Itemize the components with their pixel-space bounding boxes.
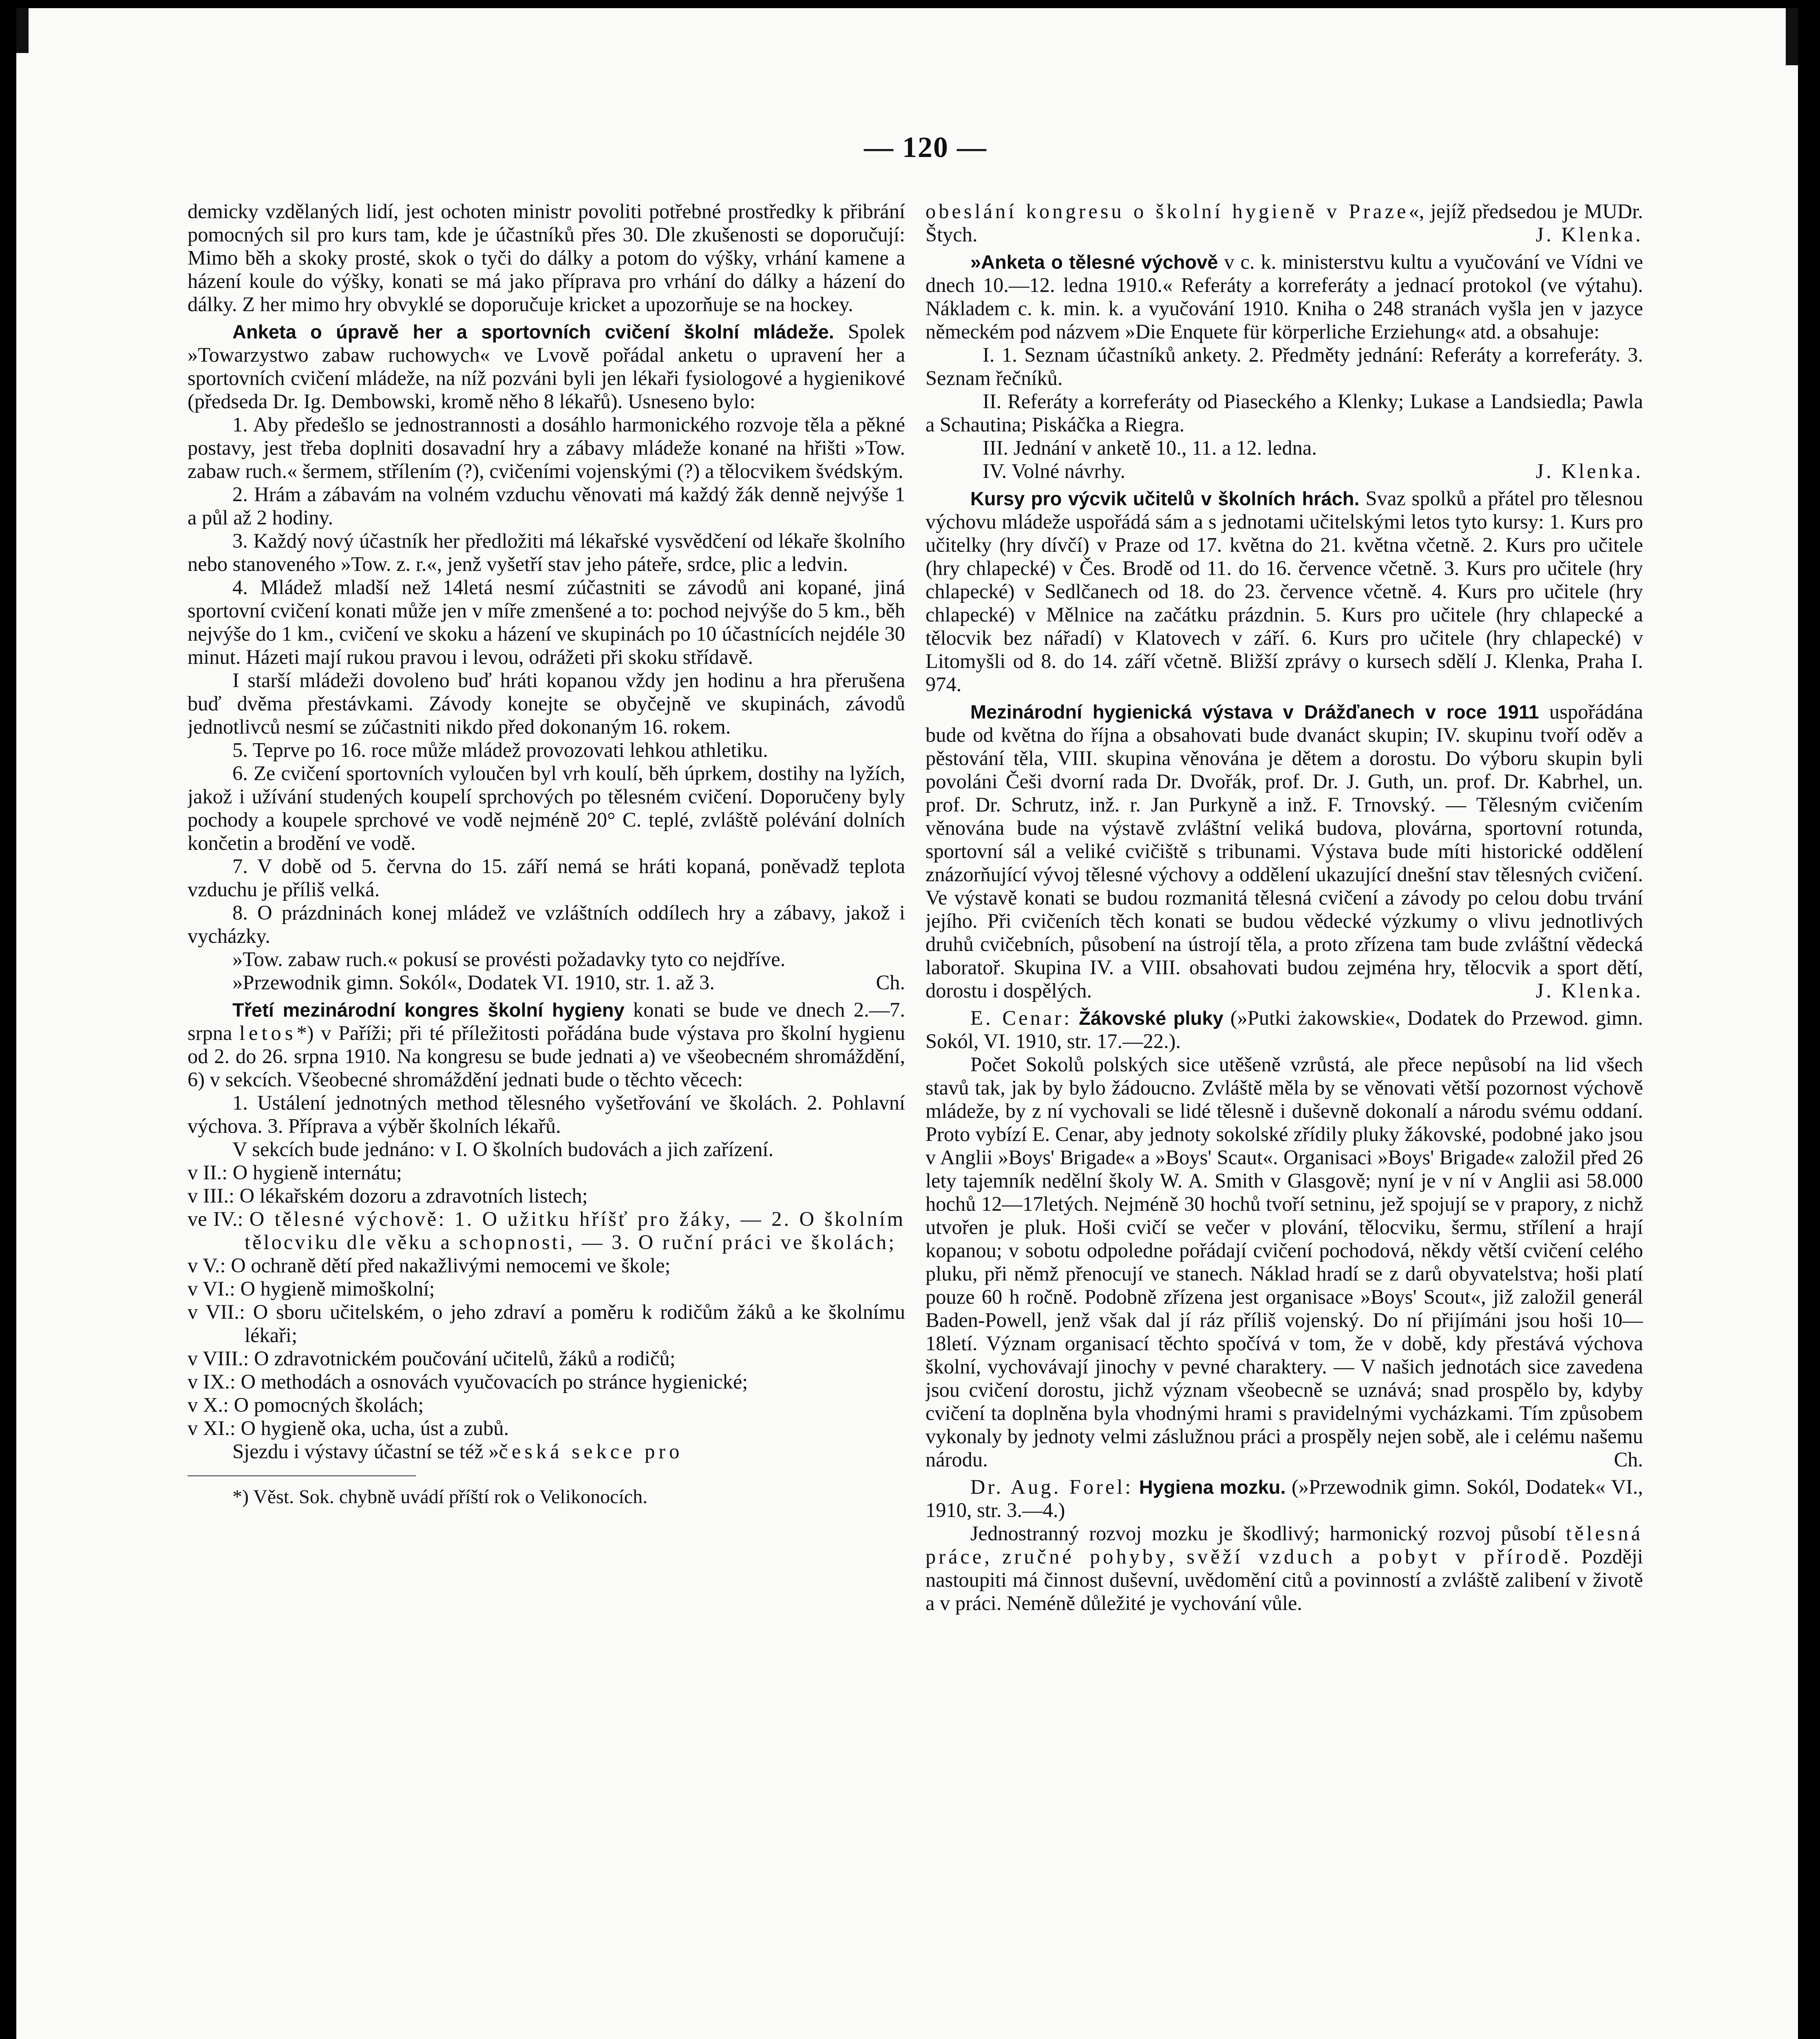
resolution-closing: »Tow. zabaw ruch.« pokusí se provésti požadavky tyto co nejdříve.: [232, 948, 786, 971]
section-item: [188, 1277, 905, 1300]
left-column: [188, 200, 905, 2039]
section-label: v VIII.:: [188, 1347, 249, 1370]
cenar-header: [925, 1006, 1643, 1053]
resolution-3: 3. Každý nový účastník her předložiti má lékařské vysvědčení od lékaře školního nebo stanoveného »Tow. z. r.«, jenž vyšetří stav jeho páteře, srdce, plic a ledvin.: [188, 529, 905, 575]
forel-mid-1: ,: [984, 1545, 1003, 1568]
page-sheet: [16, 8, 1798, 2039]
forel-heading: Hygiena mozku.: [1139, 1476, 1286, 1498]
section-item: [188, 1184, 905, 1207]
source-signature: Ch.: [876, 971, 905, 994]
section-item: [188, 1254, 905, 1277]
section-item: [188, 1370, 905, 1393]
sekce-text: Sjezdu i výstavy účastní se též »: [232, 1440, 499, 1463]
sekce-continuation: [925, 200, 1643, 246]
kongres-heading: Třetí mezinárodní kongres školní hygieny: [232, 999, 625, 1021]
section-text: O hygieně oka, ucha, úst a zubů.: [241, 1417, 509, 1440]
sections-intro: V sekcích bude jednáno: v I. O školních budovách a jich zařízení.: [232, 1138, 774, 1161]
section-item: [188, 1417, 905, 1440]
anketa2-heading: »Anketa o tělesné výchově: [970, 251, 1218, 273]
section-text: O pomocných školách;: [234, 1393, 424, 1416]
forel-citation: (»Przewodnik gimn. Sokól, Dodatek« VI., 1910, str. 3.—4.): [925, 1475, 1643, 1522]
scan-edge-mark: [16, 8, 29, 53]
contents-last-text: IV. Volné návrhy.: [983, 460, 1126, 482]
vystava-heading: Mezinárodní hygienická výstava v Drážďanech v roce 1911: [970, 701, 1539, 723]
cenar-heading: Žákovské pluky: [1079, 1007, 1224, 1029]
footnote-divider: [188, 1475, 416, 1476]
kursy-paragraph: [925, 487, 1643, 696]
resolution-8: 8. O prázdninách konej mládež ve vzláštních oddílech hry a zábavy, jakož i vycházky.: [188, 901, 905, 947]
resolution-1: 1. Aby předešlo se jednostrannosti a dosáhlo harmonického rozvoje těla a pěkné postavy, jest třeba doplniti dosavadní hry a zábavy mládeže konané na hřišti »Tow. zabaw ruch.« šermem, střílením (?), cvičeními vojenskými (?) a tělocvikem švédským.: [188, 413, 905, 482]
section-label: v V.:: [188, 1254, 226, 1277]
contents-signature: J. Klenka.: [1535, 460, 1643, 482]
forel-text-after: . Později nastoupiti má činnost duševní, uvědomění citů a povinností a zvláště zalibení v životě a v práci. Neméně důležité je vychování vůle.: [925, 1545, 1643, 1614]
section-label: v VI.:: [188, 1277, 235, 1300]
vystava-signature: J. Klenka.: [1535, 979, 1643, 1002]
section-item: [188, 1300, 905, 1347]
anketa2-paragraph: [925, 250, 1643, 343]
vystava-paragraph: [925, 700, 1643, 1002]
section-text: O lékařském dozoru a zdravotních listech;: [239, 1184, 588, 1207]
resolution-6: 6. Ze cvičení sportovních vyloučen byl vrh koulí, běh úprkem, dostihy na lyžích, jakož i užívání studených koupelí sprchových po tělesném cvičení. Doporučeny byly pochody a koupele sprchové ve vodě nejméně 20° C. teplé, zvláště polévání dolních končetin a brodění ve vodě.: [188, 762, 905, 854]
resolution-2: 2. Hrám a zábavám na volném vzduchu věnovati má každý žák denně nejvýše 1 a půl až 2 hodiny.: [188, 483, 905, 529]
resolution-4: 4. Mládež mladší než 14letá nesmí zúčastniti se závodů ani kopané, jiná sportovní cvičení konati může jen v míře zmenšené a to: pochod nejvýše do 5 km., běh nejvýše do 1 km., cvičení ve skoku a házení ve skupinách po 10 účastnících nejdéle 30 minut. Házeti mají rukou pravou i levou, odrážeti při skoku střídavě.: [188, 576, 905, 668]
sekce-cont-text: «, jejíž předsedou je MUDr. Štych.: [925, 200, 1643, 246]
forel-spaced-3: svěží vzduch a pobyt v přírodě: [1186, 1545, 1564, 1568]
section-label: v X.:: [188, 1393, 229, 1416]
forel-author: Dr. Aug. Forel:: [970, 1475, 1133, 1498]
section-text: O sboru učitelském, o jeho zdraví a poměru k rodičům žáků a ke školnímu lékaři;: [245, 1300, 905, 1347]
section-text: O ochraně dětí před nakažlivými nemocemi ve škole;: [231, 1254, 671, 1277]
section-text: O methodách a osnovách vyučovacích po stránce hygienické;: [241, 1370, 748, 1393]
section-item: [188, 1207, 905, 1254]
section-label: v XI.:: [188, 1417, 236, 1440]
section-item: [188, 1347, 905, 1370]
kursy-text: Svaz spolků a přátel pro tělesnou výchovu mládeže uspořádá sám a s jednotami učitelskými letos tyto kursy: 1. Kurs pro učitelky (hry dívčí) v Praze od 17. května do 21. května včetně. 2. Kurs pro učitele (hry chlapecké) v Čes. Brodě od 11. do 16. července včetně. 3. Kurs pro učitele (hry chlapecké) v Sedlčanech od 18. do 23. července včetně. 4. Kurs pro učitele (hry chlapecké) v Mělnice na začátku prázdnin. 5. Kurs pro učitele (hry chlapecké a tělocvik bez nářadí) v Klatovech v září. 6. Kurs pro učitele (hry chlapecké) v Litomyšli od 8. do 14. září včetně. Bližší zprávy o kursech sdělí J. Klenka, Praha I. 974.: [925, 487, 1643, 696]
section-text: O tělesné výchově: 1. O užitku hříšť pro žáky, — 2. O školním tělocviku dle věku a schopnosti, — 3. O ruční práci ve školách;: [245, 1207, 905, 1254]
section-item: [188, 1393, 905, 1417]
cenar-text: Počet Sokolů polských sice utěšeně vzrůstá, ale přece nepůsobí na lid všech stavů tak, jak by bylo žádoucno. Zvláště měla by se věnovati větší pozornost výchově mládeže, by z ní vychovali se lidé tělesně i duševně dokonalí a národu svému oddaní. Proto vybízí E. Cenar, aby jednoty sokolské zřídily pluky žákovské, podobné jako jsou v Anglii »Boys' Brigade« a »Boys' Scaut«. Organisaci »Boys' Brigade« založil před 26 lety tajemník nedělní školy W. A. Smith v Glasgově; nyní je v ní v Anglii asi 58.000 hochů 12—17letých. Nejméně 30 hochů tvoří setninu, jež spojují se v prapory, z nichž utvořen je pluk. Hoši cvičí se večer v plování, tělocviku, šermu, střílení a hrají kopanou; v sobotu odpoledne pořádají cvičení pochodová, někdy větší cvičení celého pluku, při němž přenocují ve stanech. Náklad hradí se z darů obyvatelstva; hoši platí pouze 60 h ročně. Podobně zřízena jest organisace »Boys' Scout«, již založil generál Baden-Powell, jenž však dal jí ráz příliš vojenský. Do ní přijímáni jsou hoši 10—18letí. Význam organisací těchto spočívá v tom, že v době, kdy přestává výchova školní, vychovávají jinochy v pevné charaktery. — V našich jednotách sice zavedena jsou cvičení dorostu, jichž význam všeobecně se uznává; snad prospělo by, kdyby cvičení ta doplněna byla vhodnými hrami s pravidelnými vycházkami. Tím způsobem vykonaly by jednoty velmi záslužnou práci a prospěly nejen sobě, ale i celému našemu národu.: [925, 1053, 1643, 1471]
contents-item: I. 1. Seznam účastníků ankety. 2. Předměty jednání: Referáty a korreferáty. 3. Seznam řečníků.: [925, 343, 1643, 389]
intro-paragraph: demicky vzdělaných lidí, jest ochoten ministr povoliti potřebné prostředky k přibrání pomocných sil pro kurs tam, kde je účastníků přes 30. Dle zkušenosti se doporučují: Mimo běh a skoky prosté, skok o tyči do dálky a potom do výšky, vrhání kamene a házení koule do výšky, konati se má jako příprava pro vrhání do dálky a házení do dálky. Z her mimo hry obvyklé se doporučuje kricket a upozorňuje se na hockey.: [188, 200, 905, 316]
kongres-topics: 1. Ustálení jednotných method tělesného vyšetřování ve školách. 2. Pohlavní výchova. 3. Příprava a výběr školních lékařů.: [188, 1091, 905, 1137]
forel-header: [925, 1475, 1643, 1522]
sekce-signature: J. Klenka.: [1535, 223, 1643, 246]
section-text: O hygieně mimoškolní;: [240, 1277, 435, 1300]
section-item: [188, 1161, 905, 1184]
section-text: O zdravotnickém poučování učitelů, žáků a rodičů;: [254, 1347, 676, 1370]
section-text: O hygieně internátu;: [232, 1161, 402, 1184]
page-number: — 120 —: [864, 131, 987, 164]
resolution-7: 7. V době od 5. června do 15. září nemá se hráti kopaná, poněvadž teplota vzduchu je příliš velká.: [188, 855, 905, 901]
section-label: v VII.:: [188, 1300, 245, 1323]
contents-item-last: [925, 460, 1643, 483]
cenar-paragraph: [925, 1053, 1643, 1471]
sekce-spaced: česká sekce pro: [499, 1440, 683, 1463]
section-label: ve IV.:: [188, 1207, 243, 1230]
vystava-text: uspořádána bude od května do října a obsahovati bude dvanáct skupin; IV. skupinu tvoří oděv a pěstování těla, VIII. skupina věnována je dětem a dorostu. Do výboru skupin byli povoláni Češi dvorní rada Dr. Dvořák, prof. Dr. J. Guth, un. prof. Dr. Kabrhel, un. prof. Dr. Schrutz, inž. r. Jan Purkyně a inž. F. Trnovský. — Tělesným cvičením věnována bude na výstavě zvláštní veliká budova, plovárna, sportovní rotunda, sportovní sál a veliké cvičiště s tribunami. Výstava bude míti historické oddělení znázorňující vývoj tělesné výchovy a oddělení ukazující dnešní stav tělesných cvičení. Ve výstavě konati se budou rozmanitá tělesná cvičení a závody po celou dobu trvání jejího. Při cvičeních těch konati se budou vědecké výzkumy o vlivu jednotlivých druhů cvičebních, působení na ústrojí těla, a proto zřízena tam bude zvláštní vědecká laboratoř. Skupina IV. a VIII. obsahovati budou zejména hry, tělocvik a sport dětí, dorostu i dospělých.: [925, 700, 1643, 1002]
right-column: [925, 200, 1643, 2039]
section-label: v III.:: [188, 1184, 234, 1207]
source-text: »Przewodnik gimn. Sokól«, Dodatek VI. 1910, str. 1. až 3.: [232, 971, 715, 994]
forel-text-before: Jednostranný rozvoj mozku je škodlivý; harmonický rozvoj působí: [970, 1522, 1566, 1545]
scan-edge-mark: [1786, 8, 1798, 65]
kongres-text-after: *) v Paříži; při té příležitosti pořádána bude výstava pro školní hygienu od 2. do 26. srpna 1910. Na kongresu se bude jednati a) ve všeobecném shromáždění, 6) v sekcích. Všeobecné shromáždění jednati bude o těchto věcech:: [188, 1022, 905, 1091]
resolution-5: 5. Teprve po 16. roce může mládež provozovati lehkou athletiku.: [232, 739, 768, 761]
kursy-heading: Kursy pro výcvik učitelů v školních hrách.: [970, 488, 1360, 509]
anketa2-text: v c. k. ministerstvu kultu a vyučování ve Vídni ve dnech 10.—12. ledna 1910.« Referáty a korreferáty a jednací protokol (ve výtahu). Nákladem c. k. min. k. a vyučování 1910. Kniha o 248 stranách vyšla jen v jazyce německém pod názvem »Die Enquete für körperliche Erziehung« atd. a obsahuje:: [925, 250, 1643, 343]
anketa-paragraph: [188, 320, 905, 413]
forel-paragraph: [925, 1522, 1643, 1615]
contents-item: II. Referáty a korreferáty od Piaseckého a Klenky; Lukase a Landsiedla; Pawla a Schautina; Piskáčka a Riegra.: [925, 390, 1643, 436]
source-citation: [188, 971, 905, 994]
cenar-author: E. Cenar:: [970, 1006, 1072, 1029]
kongres-paragraph: [188, 998, 905, 1091]
cenar-citation: (»Putki żakowskie«, Dodatek do Przewod. gimn. Sokól, VI. 1910, str. 17.—22.).: [925, 1006, 1643, 1053]
forel-spaced-1: tělesná práce: [925, 1522, 1643, 1568]
section-label: v IX.:: [188, 1370, 236, 1393]
forel-mid-2: ,: [1168, 1545, 1187, 1568]
footnote: *) Věst. Sok. chybně uvádí příští rok o Velikonocích.: [232, 1486, 648, 1508]
contents-item: III. Jednání v anketě 10., 11. a 12. ledna.: [983, 436, 1317, 459]
cenar-signature: Ch.: [1614, 1448, 1643, 1471]
forel-spaced-2: zručné pohyby: [1002, 1545, 1169, 1568]
sekce-cont-spaced: obeslání kongresu o školní hygieně v Praze: [925, 200, 1409, 223]
kongres-text-before: konati se bude ve dnech 2.—7. srpna: [188, 998, 905, 1044]
sekce-paragraph: [188, 1440, 905, 1463]
anketa-heading: Anketa o úpravě her a sportovních cvičení školní mládeže.: [232, 321, 834, 343]
anketa-text: Spolek »Towarzystwo zabaw ruchowych« ve Lvově pořádal anketu o upravení her a sportovních cvičení mládeže, na níž pozváni byli jen lékaři fysiologové a hygienikové (předseda Dr. Ig. Dembowski, kromě něho 8 lékařů). Usneseno bylo:: [188, 320, 905, 413]
resolution-4-note: I starší mládeži dovoleno buď hráti kopanou vždy jen hodinu a hra přerušena buď dvěma přestávkami. Závody konejte se obyčejně ve skupinách, závodů jednotlivců nesmí se zúčastniti nikdo před dokonaným 16. rokem.: [188, 669, 905, 738]
section-label: v II.:: [188, 1161, 228, 1184]
kongres-spaced: letos: [239, 1022, 297, 1044]
